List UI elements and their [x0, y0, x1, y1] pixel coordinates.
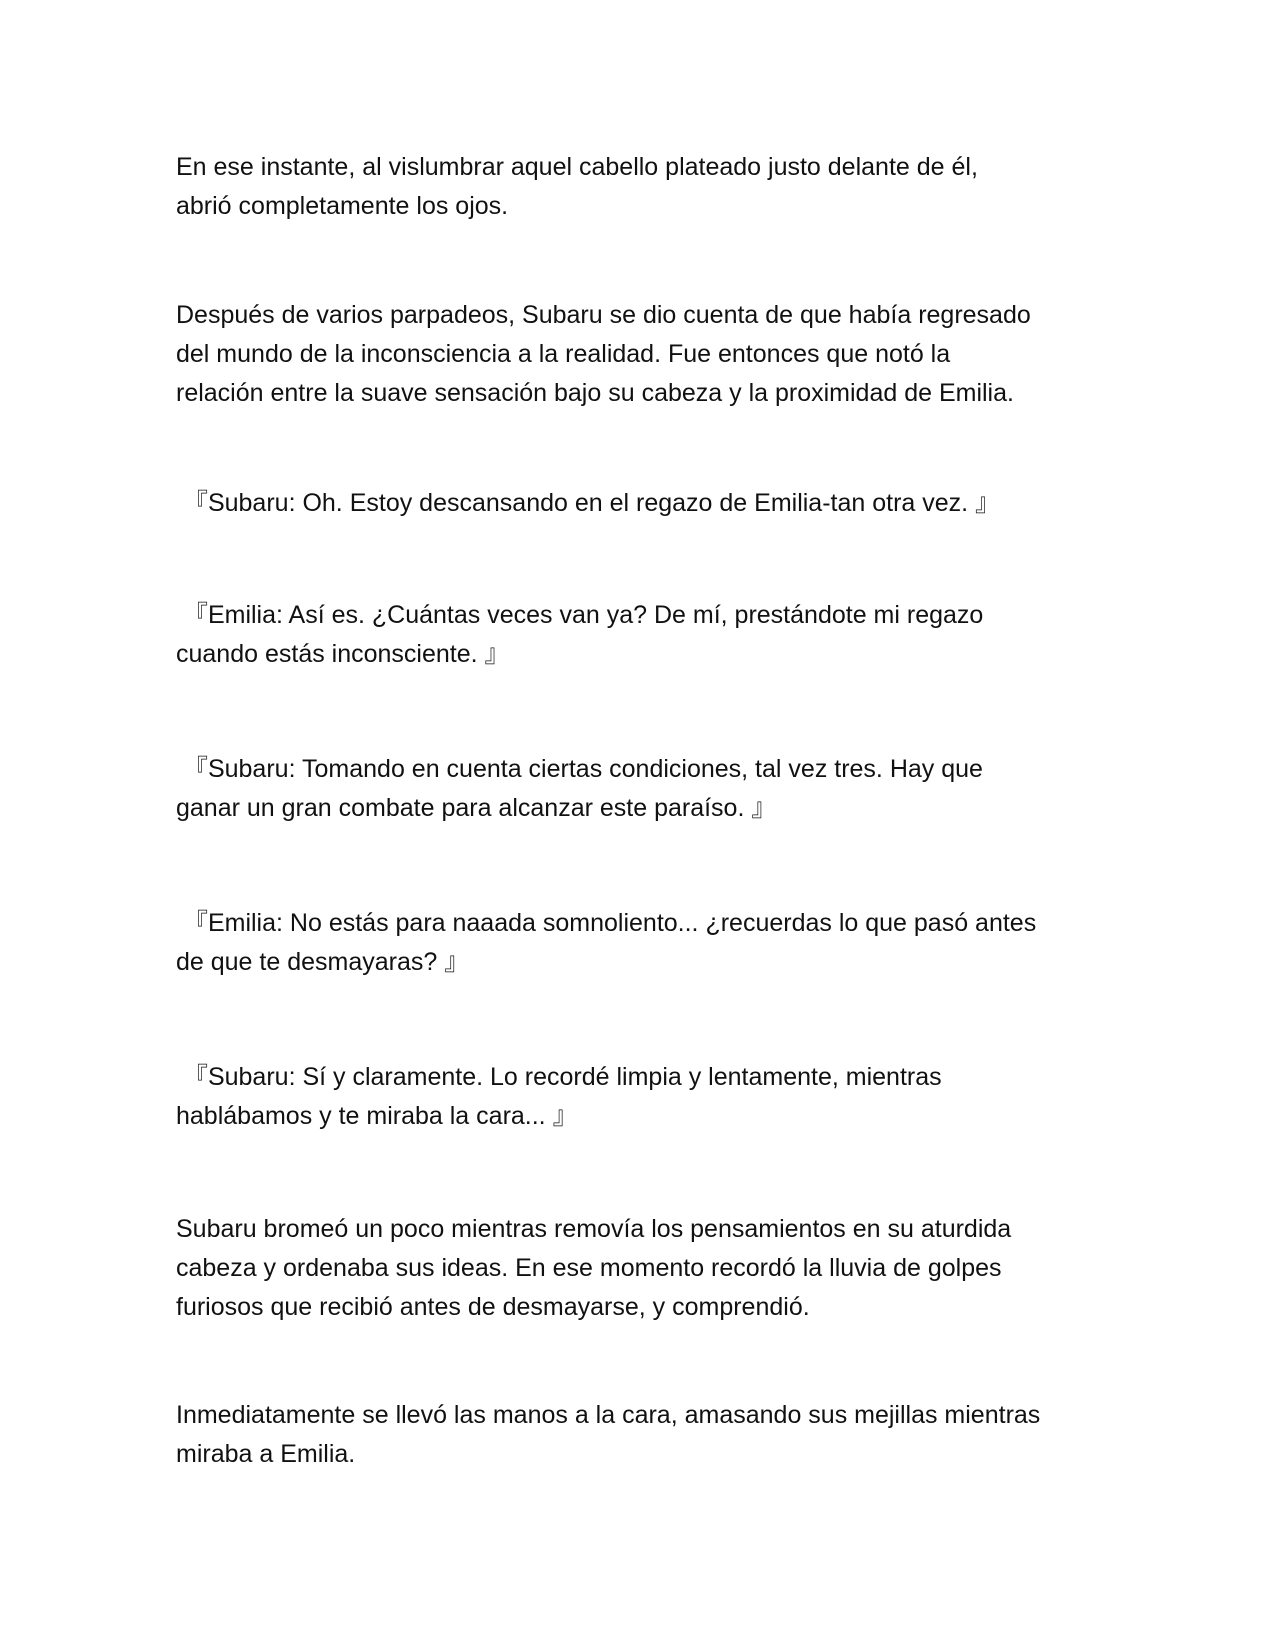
- paragraph-narration-4: Inmediatamente se llevó las manos a la cara, amasando sus mejillas mientras miraba a Emilia.: [176, 1401, 1041, 1468]
- paragraph-dialogue-emilia-1: 『Emilia: Así es. ¿Cuántas veces van ya? De mí, prestándote mi regazo cuando estás inconsciente. 』: [176, 601, 984, 668]
- paragraph-narration-3: Subaru bromeó un poco mientras removía los pensamientos en su aturdida cabeza y ordenaba sus ideas. En ese momento recordó la lluvia de golpes furiosos que recibió antes de desmayarse, y comprendió.: [176, 1215, 1012, 1321]
- paragraph-dialogue-subaru-2: 『Subaru: Tomando en cuenta ciertas condiciones, tal vez tres. Hay que ganar un gran combate para alcanzar este paraíso. 』: [176, 755, 983, 822]
- paragraph-dialogue-subaru-1: 『Subaru: Oh. Estoy descansando en el regazo de Emilia-tan otra vez. 』: [176, 489, 1001, 517]
- paragraph-dialogue-subaru-3: 『Subaru: Sí y claramente. Lo recordé limpia y lentamente, mientras hablábamos y te miraba la cara... 』: [176, 1063, 942, 1130]
- paragraph-narration-1: En ese instante, al vislumbrar aquel cabello plateado justo delante de él, abrió completamente los ojos.: [176, 153, 978, 220]
- paragraph-narration-2: Después de varios parpadeos, Subaru se dio cuenta de que había regresado del mundo de la inconsciencia a la realidad. Fue entonces que notó la relación entre la suave sensación bajo su cabeza y la proximidad de Emilia.: [176, 301, 1031, 407]
- paragraph-dialogue-emilia-2: 『Emilia: No estás para naaada somnoliento... ¿recuerdas lo que pasó antes de que te desmayaras? 』: [176, 909, 1037, 976]
